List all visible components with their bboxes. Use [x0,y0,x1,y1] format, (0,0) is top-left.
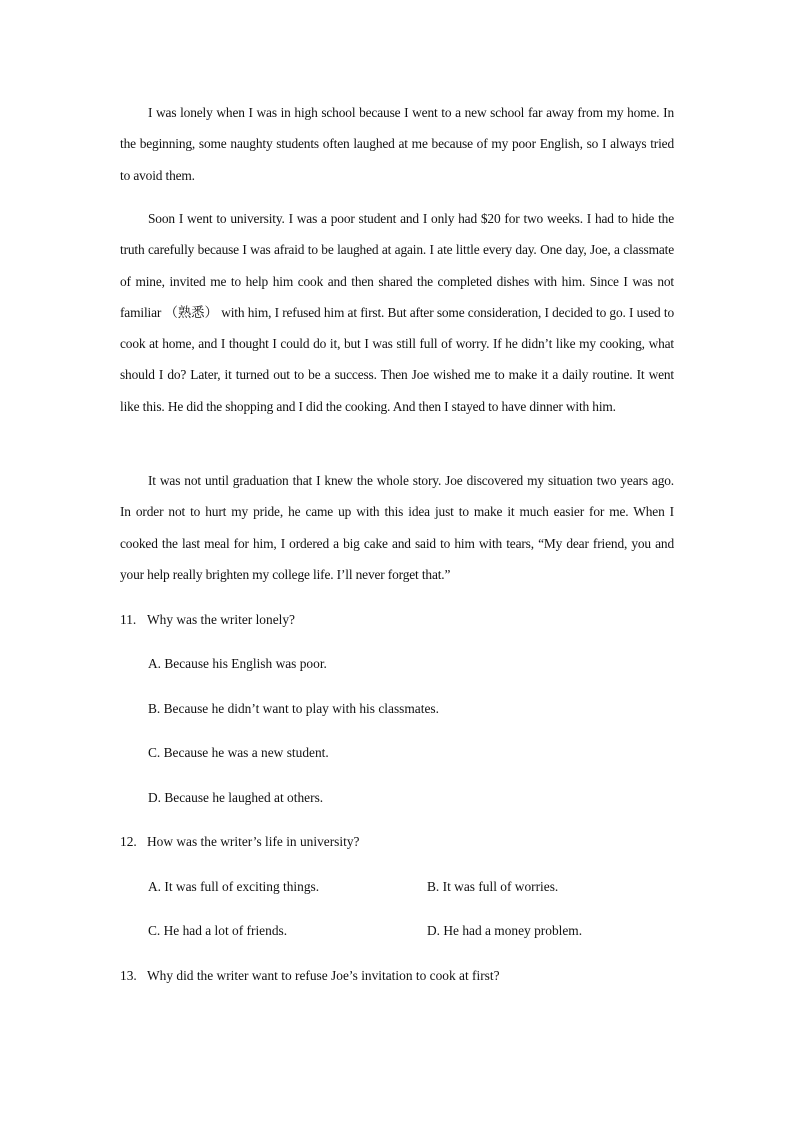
question-text: Why did the writer want to refuse Joe’s invitation to cook at first? [147,968,500,983]
question-12 [120,832,359,852]
question-11-option-a: A. Because his English was poor. [148,656,327,671]
question-12-option-d: D. He had a money problem. [427,923,583,938]
question-11-option-c: C. Because he was a new student. [148,745,329,760]
question-12-option-c: C. He had a lot of friends. [148,923,288,938]
question-number: 13. [120,968,137,983]
question-12-option-b: B. It was full of worries. [427,879,559,894]
question-number: 11. [120,612,137,627]
question-text: How was the writer’s life in university? [147,834,360,849]
question-11-option-d: D. Because he laughed at others. [148,790,324,805]
question-11-option-b: B. Because he didn’t want to play with his classmates. [148,701,439,716]
question-13 [120,966,500,986]
question-12-option-a: A. It was full of exciting things. [148,879,320,894]
question-text: Why was the writer lonely? [147,612,295,627]
question-11 [120,610,295,630]
passage-paragraph-1: I was lonely when I was in high school because I went to a new school far away from my home. In the beginning, some naughty students often laughed at me because of my poor English, so I always tried to avoid them. [120,105,674,183]
passage-paragraph-2: Soon I went to university. I was a poor student and I only had $20 for two weeks. I had to hide the truth carefully because I was afraid to be laughed at again. I ate little every day. One day, Joe, a classmate of mine, invited me to help him cook and then shared the completed dishes with him. Since I was not familiar （熟悉） with him, I refused him at first. But after some consideration, I decided to go. I used to cook at home, and I thought I could do it, but I was still full of worry. If he didn’t like my cooking, what should I do? Later, it turned out to be a success. Then Joe wished me to make it a daily routine. It went like this. He did the shopping and I did the cooking. And then I stayed to have dinner with him. [120,211,674,414]
passage-paragraph-3: It was not until graduation that I knew the whole story. Joe discovered my situation two years ago. In order not to hurt my pride, he came up with this idea just to make it much easier for me. When I cooked the last meal for him, I ordered a big cake and said to him with tears, “My dear friend, you and your help really brighten my college life. I’ll never forget that.” [120,473,674,582]
question-number: 12. [120,834,137,849]
